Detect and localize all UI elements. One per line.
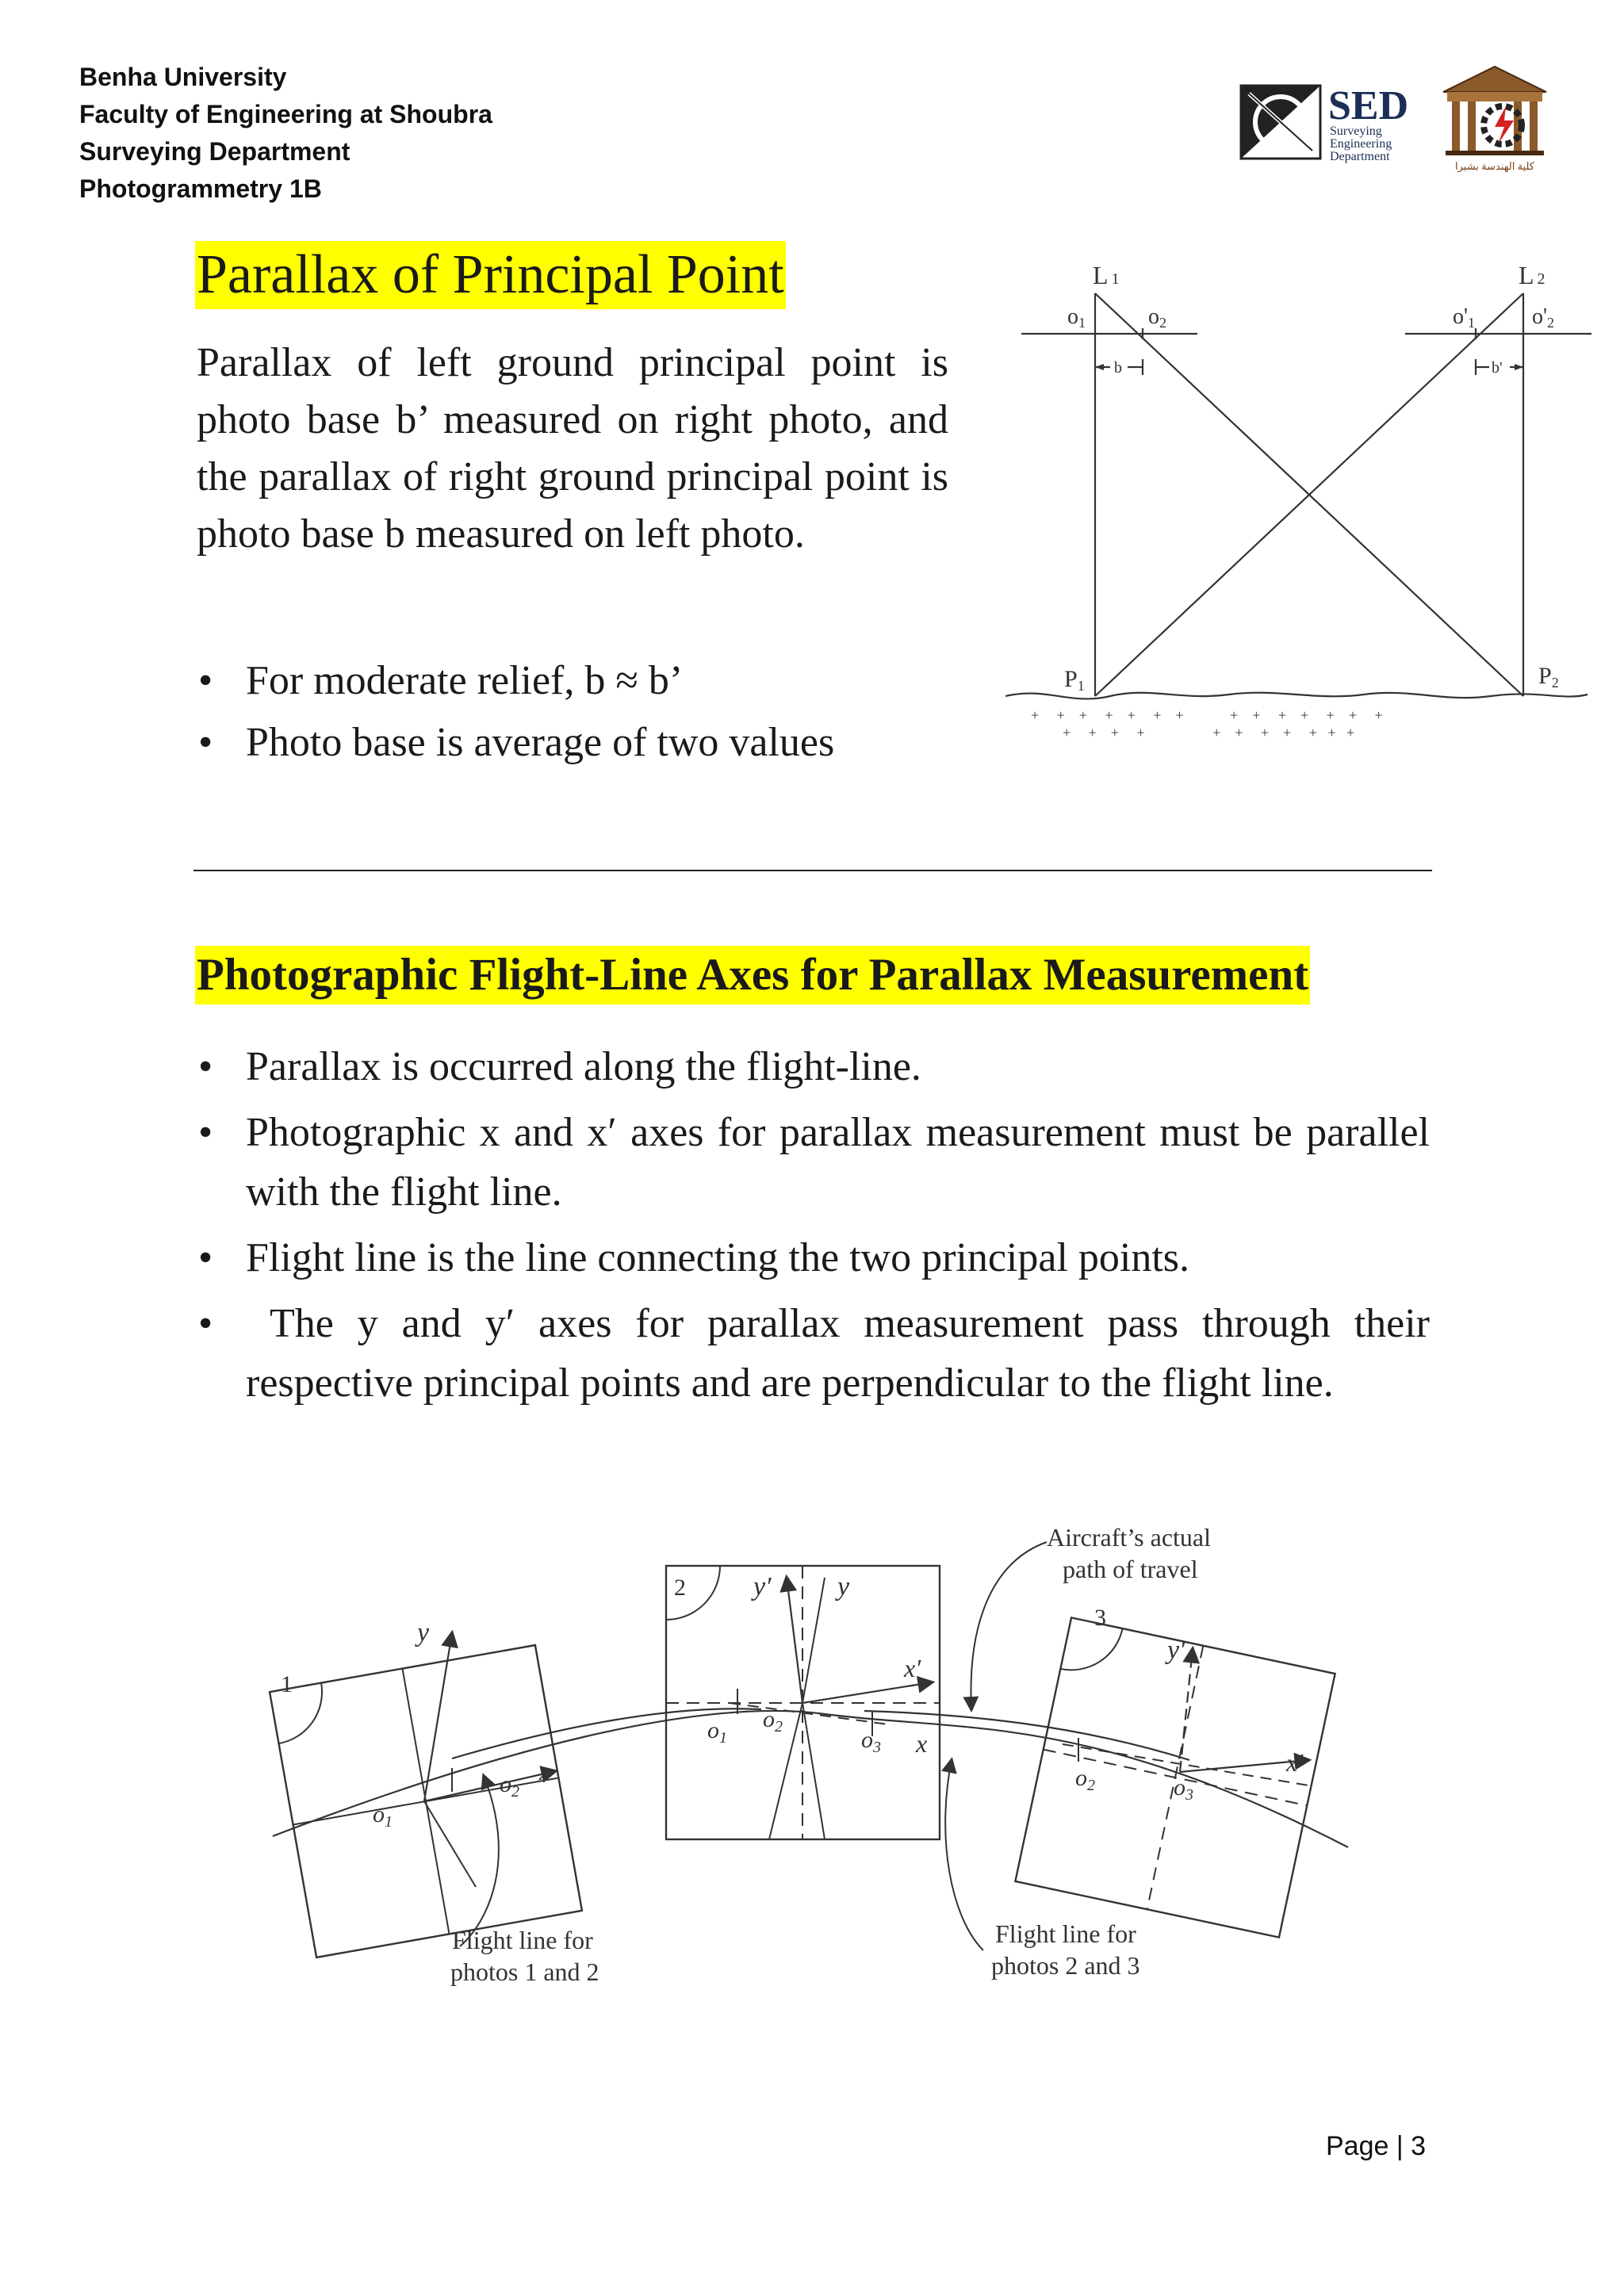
label-o1: o1 [1067, 304, 1086, 331]
label-P2: P2 [1538, 663, 1559, 691]
photo-2-x-prime-label: x′ [904, 1654, 921, 1682]
label-L1: L 1 [1093, 261, 1120, 289]
section1-title-text: Parallax of Principal Point [195, 241, 786, 309]
sed-text: SED [1328, 83, 1409, 128]
list-item [197, 1294, 1441, 1413]
aircraft-path-caption-line2: path of travel [1063, 1555, 1198, 1583]
photo-1-x-axis-label: x [539, 1757, 551, 1785]
section2-bullets [197, 1037, 1441, 1419]
bullet-icon: • [198, 1301, 213, 1346]
photo-1-o2-label: $o_2$ [500, 1771, 519, 1800]
svg-text:+ + + + + +: + + + + + + + + + + + + + + [1031, 707, 1383, 723]
label-P1: P1 [1064, 666, 1085, 694]
label-b-prime: b' [1492, 359, 1503, 377]
section1-title [195, 241, 786, 309]
bullet-icon: • [198, 1235, 213, 1280]
photo-1-o1-label: $o_1$ [373, 1801, 393, 1831]
section-divider [193, 870, 1432, 871]
bullet-text: The y and y′ axes for parallax measurement pass through their respective principal points and are perpendicular to the flight line. [246, 1301, 1441, 1406]
label-b: b [1114, 359, 1122, 377]
photo-3-y-prime-label: y′ [1167, 1636, 1185, 1665]
photo-3-o2-label: $o_2$ [1075, 1765, 1095, 1794]
svg-text:+ + + +: + + + + + + + + + + + [1063, 725, 1355, 740]
document-header [79, 59, 492, 208]
department-name: Surveying Department [79, 137, 350, 166]
photo-3-number: 3 [1094, 1605, 1106, 1631]
bullet-text: For moderate relief, b ≈ b’ [246, 658, 684, 703]
flight-line-23-caption-line2: photos 2 and 3 [991, 1951, 1140, 1980]
label-o2: o2 [1148, 304, 1166, 331]
list-item [197, 650, 948, 712]
photo-2-x-label: x [916, 1729, 928, 1758]
flight-line-12-caption-line1: Flight line for [452, 1926, 593, 1954]
photo-1-y-axis-label: y [417, 1618, 430, 1647]
bullet-icon: • [198, 1110, 213, 1155]
faculty-logo-icon [1443, 67, 1546, 155]
photo-2-number: 2 [674, 1575, 686, 1601]
photo-2-o2-label: $o_2$ [763, 1706, 783, 1735]
list-item [197, 712, 948, 774]
bullet-text: Photographic x and x′ axes for parallax measurement must be parallel with the flight line. [246, 1110, 1430, 1215]
photo-2-y-label: y [837, 1572, 850, 1601]
aircraft-path-caption-line1: Aircraft’s actual [1047, 1523, 1211, 1552]
principal-point-parallax-figure [999, 252, 1594, 744]
photo-2-y-prime-label: y′ [753, 1572, 772, 1601]
sed-line2: Engineering [1330, 137, 1392, 151]
logos [1233, 62, 1558, 173]
label-o2-prime: o'2 [1532, 304, 1555, 331]
photo-3-o3-label: $o_3$ [1174, 1774, 1193, 1804]
faculty-name: Faculty of Engineering at Shoubra [79, 100, 492, 128]
bullet-icon: • [198, 720, 213, 765]
flight-line-12-caption-line2: photos 1 and 2 [450, 1957, 599, 1986]
sed-line1: Surveying [1330, 124, 1382, 138]
photo-2-o1-label: $o_1$ [707, 1717, 727, 1747]
list-item [197, 1103, 1430, 1222]
label-L2: L 2 [1519, 261, 1545, 289]
ground-texture [1031, 707, 1383, 740]
photo-2-o3-label: $o_3$ [861, 1727, 881, 1756]
photo-1-number: 1 [281, 1671, 293, 1697]
list-item [197, 1228, 1430, 1288]
bullet-text: Photo base is average of two values [246, 720, 835, 765]
photo-3-x-prime-label: x′ [1286, 1748, 1304, 1777]
bullet-icon: • [198, 1044, 213, 1089]
faculty-arabic-name: كلية الهندسة بشبرا [1455, 160, 1534, 172]
list-item [197, 1037, 1430, 1096]
course-name: Photogrammetry 1B [79, 174, 322, 203]
section2-title [195, 946, 1310, 1004]
photo-2 [666, 1566, 940, 1839]
section1-paragraph: Parallax of left ground principal point is photo base b’ measured on right photo, and the parallax of right ground principal point is photo base b measured on left photo. [197, 340, 948, 557]
flight-line-23-caption-line1: Flight line for [995, 1919, 1136, 1948]
university-name: Benha University [79, 63, 287, 91]
page-number: Page | 3 [1326, 2131, 1427, 2161]
bullet-text: Flight line is the line connecting the two principal points. [246, 1235, 1190, 1280]
flight-line-axes-figure [254, 1506, 1364, 1998]
sed-logo-icon [1241, 86, 1320, 159]
bullet-icon: • [198, 658, 213, 703]
label-o1-prime: o'1 [1453, 304, 1476, 331]
section2-title-text: Photographic Flight-Line Axes for Parallax Measurement [195, 946, 1310, 1004]
bullet-text: Parallax is occurred along the flight-line. [246, 1044, 921, 1089]
section1-bullets [197, 650, 948, 774]
sed-line3: Department [1330, 150, 1390, 163]
